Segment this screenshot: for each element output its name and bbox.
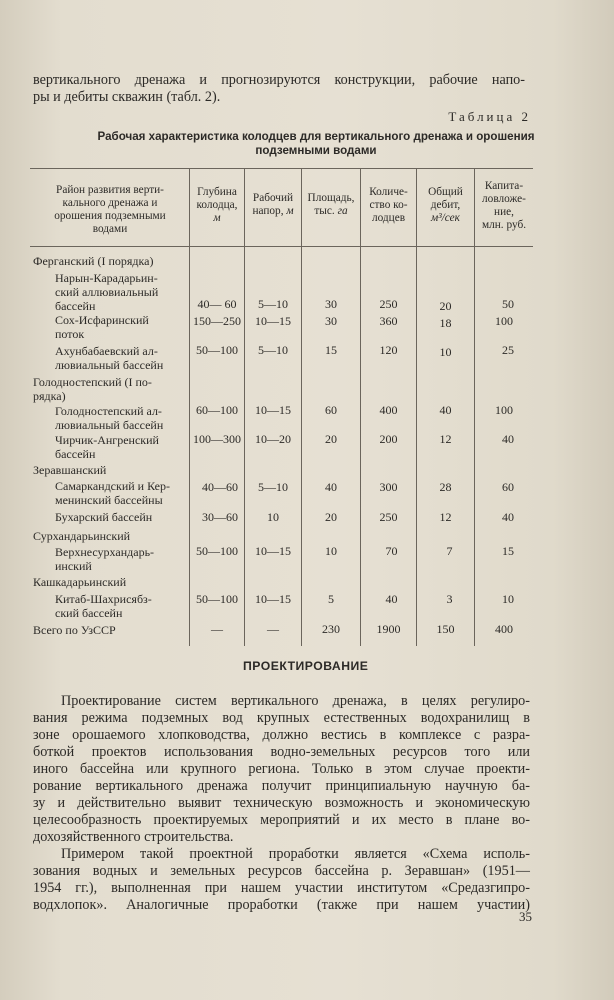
row-label-line: бассейн	[55, 447, 96, 461]
header-unit: м	[286, 205, 294, 217]
row-label	[55, 433, 159, 461]
header-line: Рабочий	[252, 192, 294, 204]
header-depth	[190, 186, 244, 225]
row-label	[55, 404, 163, 432]
header-region	[30, 184, 190, 236]
cell-flow: 12	[439, 432, 452, 446]
cell-flow: 28	[439, 480, 452, 494]
row-label	[55, 510, 152, 524]
row-label	[55, 479, 170, 507]
row-label-line: ский аллювиальный	[55, 285, 159, 299]
cell-flow: 7	[446, 544, 453, 558]
cell-capital: 400	[495, 622, 513, 636]
cell-flow: 10	[439, 345, 452, 359]
header-line: напор,	[252, 205, 284, 217]
header-unit: м³/сек	[431, 212, 460, 224]
header-line: Глубина	[197, 186, 237, 198]
cell-head: 10—20	[255, 432, 291, 446]
row-label-line: Сох-Исфаринский	[55, 313, 149, 327]
cell-wells: 120	[379, 343, 398, 357]
cell-capital: 100	[495, 314, 513, 328]
header-line: лодцев	[371, 212, 406, 224]
table-top-rule	[30, 168, 533, 169]
cell-capital: 15	[502, 544, 514, 558]
cell-capital: 25	[502, 343, 514, 357]
row-label-line: Китаб-Шахрисябз-	[55, 592, 152, 606]
cell-flow: 40	[439, 403, 452, 417]
cell-flow: 3	[446, 592, 453, 606]
cell-area: 40	[325, 480, 337, 494]
row-label-line: Верхнесурхандарь-	[55, 545, 155, 559]
row-label-line: Кашкадарьинский	[33, 575, 127, 589]
header-line: колодца,	[196, 199, 238, 211]
row-label	[33, 463, 106, 477]
text-line: водхлопок». Аналогичные проработки (также при нашем участии)	[33, 897, 530, 913]
text-line: Примером такой проектной проработки является «Схема исполь-	[61, 846, 530, 862]
row-label	[33, 375, 152, 403]
cell-area: 10	[325, 544, 337, 558]
row-label	[55, 313, 149, 341]
row-label	[55, 592, 152, 620]
row-label-line: ский бассейн	[55, 606, 123, 620]
row-label	[55, 545, 154, 573]
header-line: Площадь,	[307, 192, 355, 204]
cell-wells: 250	[379, 510, 398, 524]
row-label-line: поток	[55, 327, 85, 341]
row-label	[33, 254, 154, 268]
row-label-line: бассейн	[55, 299, 96, 313]
section-heading: ПРОЕКТИРОВАНИЕ	[243, 659, 369, 673]
cell-area: 15	[325, 343, 337, 357]
cell-area: 60	[325, 403, 337, 417]
header-area	[302, 192, 360, 218]
section-paragraph-2	[33, 846, 530, 914]
row-label-line: рядка)	[33, 389, 66, 403]
table-title	[60, 130, 572, 157]
row-label-line: лювиальный бассейн	[55, 358, 164, 372]
cell-capital: 60	[502, 480, 514, 494]
row-label	[55, 344, 163, 372]
row-label-line: Бухарский бассейн	[55, 510, 153, 524]
text-line: вертикального дренажа и прогнозируются конструкции, рабочие напо-	[33, 72, 525, 88]
header-wells	[361, 186, 416, 225]
cell-head: 5—10	[258, 343, 288, 357]
cell-area: 30	[325, 297, 337, 311]
cell-head: 10—15	[255, 592, 291, 606]
row-label-line: Всего по УзССР	[33, 623, 116, 637]
cell-head: 10—15	[255, 314, 291, 328]
text-line: Проектирование систем вертикального дренажа, в целях регулиро-	[61, 693, 530, 709]
row-label-line: менинский бассейны	[55, 493, 163, 507]
cell-depth: 30—60	[202, 510, 238, 524]
cell-depth: 50—100	[196, 544, 238, 558]
cell-head: 10	[267, 510, 279, 524]
table-label: Таблица 2	[448, 109, 531, 124]
text-line: зоне орошаемого хлопководства, должно вестись в комплексе с разра-	[33, 727, 530, 743]
header-unit: га	[337, 205, 348, 217]
page-number: 35	[519, 909, 532, 924]
cell-depth: 50—100	[196, 592, 238, 606]
header-unit: м	[213, 212, 221, 224]
cell-area: 230	[322, 622, 340, 636]
cell-wells: 200	[379, 432, 398, 446]
text-line: иного бассейна или крупного региона. Только в этом случае проекти-	[33, 761, 530, 777]
cell-flow: 150	[436, 622, 455, 636]
row-label-line: Чирчик-Ангренский	[55, 433, 159, 447]
header-line: орошения подземными	[54, 210, 166, 222]
header-line: кального дренажа и	[62, 197, 158, 209]
cell-wells: 1900	[376, 622, 401, 636]
cell-area: 5	[328, 592, 334, 606]
cell-depth: —	[211, 622, 223, 636]
intro-paragraph	[33, 72, 525, 106]
section-paragraph-1	[33, 693, 530, 846]
header-line: Количе-	[369, 186, 408, 198]
cell-head: 5—10	[258, 297, 288, 311]
cell-capital: 10	[502, 592, 514, 606]
cell-area: 20	[325, 432, 337, 446]
row-label-line: Голодностепский ал-	[55, 404, 162, 418]
cell-depth: 50—100	[196, 343, 238, 357]
header-line: ловложе-	[482, 193, 526, 205]
cell-head: 10—15	[255, 544, 291, 558]
row-label-line: Нарын-Карадарьин-	[55, 271, 158, 285]
text-line: зования водных и земельных ресурсов бассейна р. Зеравшан» (1951—	[33, 863, 530, 879]
cell-flow: 20	[439, 299, 452, 313]
cell-capital: 50	[502, 297, 514, 311]
cell-depth: 40— 60	[197, 297, 237, 311]
header-line: дебит,	[430, 199, 461, 211]
cell-depth: 40—60	[202, 480, 238, 494]
cell-wells: 250	[379, 297, 398, 311]
row-label-line: Ахунбабаевский ал-	[55, 344, 158, 358]
header-line: ство ко-	[369, 199, 408, 211]
header-capital	[475, 180, 533, 232]
text-line: 1954 гг.), выполненная при нашем участии институтом «Средазгипро-	[33, 880, 530, 896]
cell-flow: 12	[439, 510, 452, 524]
cell-wells: 300	[379, 480, 398, 494]
cell-capital: 40	[502, 510, 514, 524]
text-line: боткой проектов использования водно-земельных ресурсов того или	[33, 744, 530, 760]
cell-area: 20	[325, 510, 337, 524]
cell-wells: 360	[379, 314, 398, 328]
cell-head: 5—10	[258, 480, 288, 494]
header-line: Капита-	[484, 180, 524, 192]
header-line: млн. руб.	[481, 219, 527, 231]
cell-depth: 60—100	[196, 403, 238, 417]
row-label	[33, 529, 130, 543]
row-label-line: Ферганский (I порядка)	[33, 254, 154, 268]
row-label-line: лювиальный бассейн	[55, 418, 164, 432]
table-header-rule	[30, 246, 533, 247]
text-line: рование вертикального дренажа получит принципиальную научную ба-	[33, 778, 530, 794]
cell-depth: 100—300	[193, 432, 241, 446]
table-title-line: подземными водами	[255, 143, 377, 157]
header-line: Район развития верти-	[56, 184, 164, 196]
cell-head: —	[267, 622, 279, 636]
cell-wells: 400	[379, 403, 398, 417]
header-line: Общий	[428, 186, 463, 198]
cell-flow: 18	[439, 316, 452, 330]
row-label-line: Голодностепский (I по-	[33, 375, 152, 389]
cell-depth: 150—250	[193, 314, 241, 328]
cell-wells: 70	[385, 544, 398, 558]
row-label	[33, 575, 126, 589]
header-line: тыс.	[314, 205, 335, 217]
row-label-line: инский	[55, 559, 92, 573]
header-head	[245, 192, 301, 218]
row-label-line: Сурхандарьинский	[33, 529, 131, 543]
header-line: водами	[92, 223, 128, 235]
cell-head: 10—15	[255, 403, 291, 417]
cell-area: 30	[325, 314, 337, 328]
cell-wells: 40	[385, 592, 398, 606]
table-title-line: Рабочая характеристика колодцев для вертикального дренажа и орошения	[97, 130, 535, 143]
row-label-line: Самаркандский и Кер-	[55, 479, 170, 493]
text-line: ры и дебиты скважин (табл. 2).	[33, 89, 221, 105]
row-label	[55, 271, 158, 313]
cell-capital: 40	[502, 432, 514, 446]
row-label	[33, 623, 116, 637]
text-line: целесообразность проектируемых мероприятий и их место в плане во-	[33, 812, 530, 828]
header-line: ние,	[494, 206, 514, 218]
cell-capital: 100	[495, 403, 513, 417]
row-label-line: Зеравшанский	[33, 463, 107, 477]
text-line: вания режима подземных вод крупных естественных водохранилищ в	[33, 710, 530, 726]
text-line: дохозяйственного строительства.	[33, 829, 234, 845]
text-line: зу и действительно выявит техническую возможность и экономическую	[33, 795, 530, 811]
header-flow	[417, 186, 474, 225]
